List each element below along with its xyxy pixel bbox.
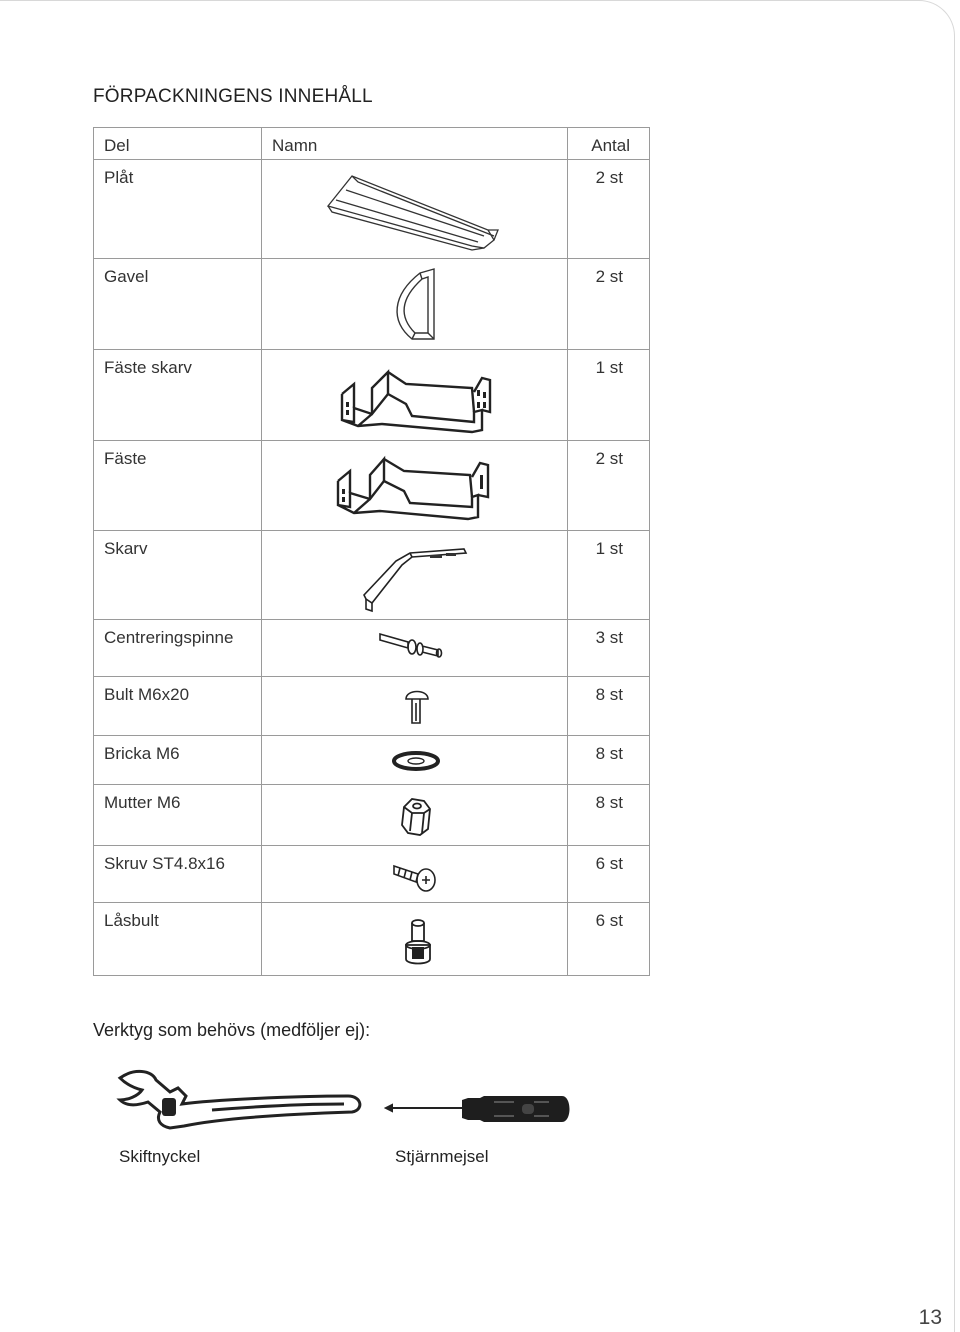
page-number: 13 bbox=[918, 1306, 942, 1329]
washer-icon bbox=[262, 736, 568, 785]
table-row bbox=[94, 441, 650, 531]
tools-title: Verktyg som behövs (medföljer ej): bbox=[93, 1020, 371, 1040]
parts-table bbox=[93, 127, 650, 976]
table-row bbox=[94, 160, 650, 259]
table-header-row bbox=[94, 128, 650, 160]
part-image-cell bbox=[262, 903, 568, 976]
part-qty: 2 st bbox=[568, 160, 650, 259]
part-qty: 2 st bbox=[568, 259, 650, 350]
part-name: Bult M6x20 bbox=[94, 677, 262, 736]
part-name: Skarv bbox=[94, 531, 262, 620]
table-row bbox=[94, 785, 650, 846]
part-name: Fäste bbox=[94, 441, 262, 531]
table-row bbox=[94, 846, 650, 903]
lock-bolt-icon bbox=[262, 903, 568, 976]
part-qty: 1 st bbox=[568, 350, 650, 441]
part-name: Plåt bbox=[94, 160, 262, 259]
part-name: Skruv ST4.8x16 bbox=[94, 846, 262, 903]
part-name: Fäste skarv bbox=[94, 350, 262, 441]
table-row bbox=[94, 903, 650, 976]
part-image-cell bbox=[262, 846, 568, 903]
sheet-panel-icon bbox=[262, 160, 568, 259]
section-title: FÖRPACKNINGENS INNEHÅLL bbox=[93, 86, 373, 107]
part-image-cell bbox=[262, 736, 568, 785]
joint-bracket-icon bbox=[262, 350, 568, 441]
part-qty: 6 st bbox=[568, 846, 650, 903]
end-cap-icon bbox=[262, 259, 568, 350]
part-image-cell bbox=[262, 441, 568, 531]
screw-icon bbox=[262, 846, 568, 903]
part-name: Mutter M6 bbox=[94, 785, 262, 846]
table-row bbox=[94, 736, 650, 785]
header-part: Del bbox=[94, 128, 262, 160]
part-image-cell bbox=[262, 259, 568, 350]
part-qty: 3 st bbox=[568, 620, 650, 677]
tool-label-screwdriver: Stjärnmejsel bbox=[395, 1147, 489, 1166]
part-qty: 8 st bbox=[568, 677, 650, 736]
phillips-screwdriver-icon bbox=[384, 1086, 574, 1132]
tool-label-wrench: Skiftnyckel bbox=[119, 1147, 201, 1166]
part-name: Bricka M6 bbox=[94, 736, 262, 785]
bracket-icon bbox=[262, 441, 568, 531]
table-row bbox=[94, 677, 650, 736]
part-image-cell bbox=[262, 531, 568, 620]
part-qty: 6 st bbox=[568, 903, 650, 976]
part-name: Gavel bbox=[94, 259, 262, 350]
header-qty: Antal bbox=[568, 128, 650, 160]
joint-strip-icon bbox=[262, 531, 568, 620]
part-image-cell bbox=[262, 785, 568, 846]
part-qty: 1 st bbox=[568, 531, 650, 620]
part-name: Centreringspinne bbox=[94, 620, 262, 677]
part-image-cell bbox=[262, 350, 568, 441]
part-qty: 2 st bbox=[568, 441, 650, 531]
table-row bbox=[94, 350, 650, 441]
part-image-cell bbox=[262, 620, 568, 677]
table-row bbox=[94, 259, 650, 350]
adjustable-wrench-icon bbox=[112, 1066, 368, 1136]
part-qty: 8 st bbox=[568, 785, 650, 846]
part-qty: 8 st bbox=[568, 736, 650, 785]
bolt-icon bbox=[262, 677, 568, 736]
part-name: Låsbult bbox=[94, 903, 262, 976]
part-image-cell bbox=[262, 677, 568, 736]
header-name: Namn bbox=[262, 128, 568, 160]
part-image-cell bbox=[262, 160, 568, 259]
table-row bbox=[94, 531, 650, 620]
table-row bbox=[94, 620, 650, 677]
centering-pin-icon bbox=[262, 620, 568, 677]
nut-icon bbox=[262, 785, 568, 846]
